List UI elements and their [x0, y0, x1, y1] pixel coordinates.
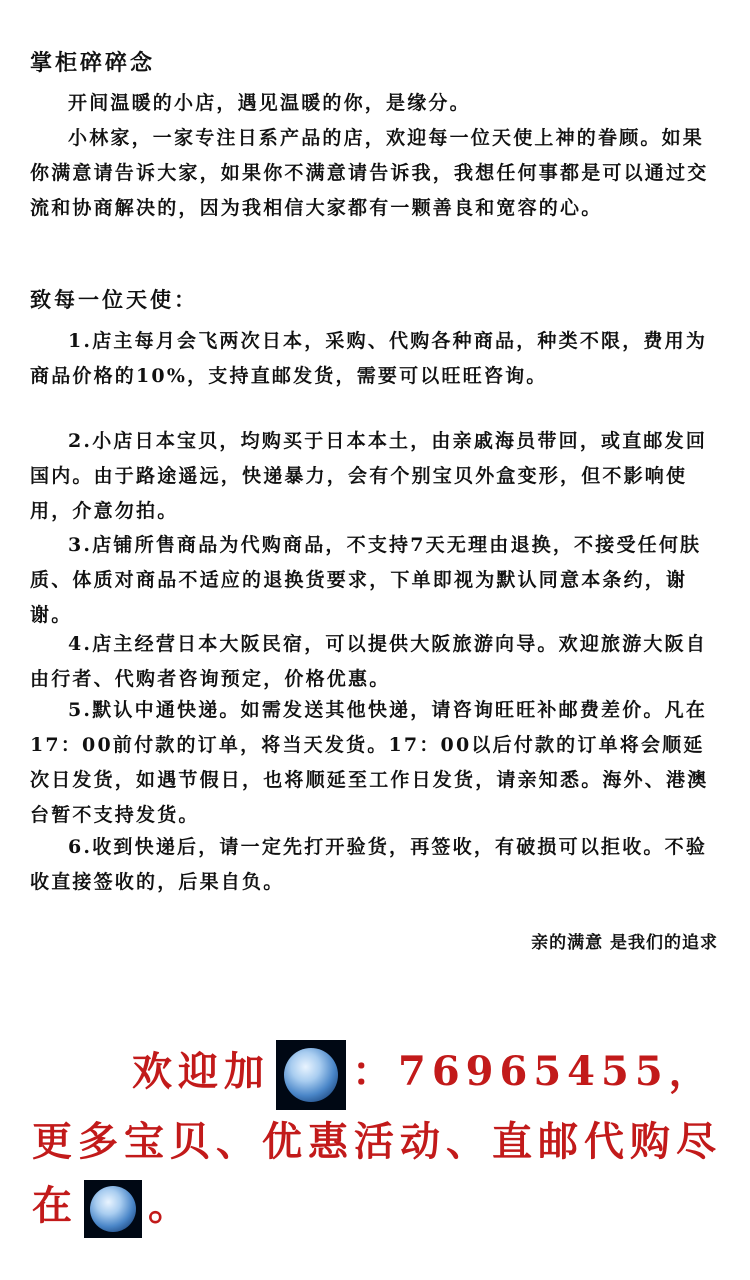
promo-welcome: 欢迎加	[132, 1048, 270, 1095]
earth-icon	[276, 1040, 346, 1110]
angels-heading: 致每一位天使：	[30, 287, 198, 312]
promo-account: ：76965455，更多宝贝、优惠活动、直邮代购尽在	[32, 1048, 722, 1229]
page-title: 掌柜碎碎念	[30, 50, 156, 76]
intro-paragraph: 小林家，一家专注日系产品的店，欢迎每一位天使上神的眷顾。如果你满意请告诉大家，如果你不满意请告诉我，我想任何事都是可以通过交流和协商解决的，因为我相信大家都有一颗善良和宽容的心。	[30, 127, 709, 219]
policy-item-3: 3.店铺所售商品为代购商品，不支持7天无理由退换，不接受任何肤质、体质对商品不适应的退换货要求，下单即视为默认同意本条约，谢谢。	[30, 534, 702, 626]
signature: 亲的满意 是我们的追求	[531, 933, 718, 953]
earth-icon	[84, 1180, 142, 1238]
policy-item-4: 4.店主经营日本大阪民宿，可以提供大阪旅游向导。欢迎旅游大阪自由行者、代购者咨询预定，价格优惠。	[30, 633, 708, 690]
policy-item-2: 2.小店日本宝贝，均购买于日本本土，由亲戚海员带回，或直邮发回国内。由于路途遥远，快递暴力，会有个别宝贝外盒变形，但不影响使用，介意勿拍。	[30, 430, 708, 522]
policy-item-6: 6.收到快递后，请一定先打开验货，再签收，有破损可以拒收。不验收直接签收的，后果自负。	[30, 836, 708, 893]
promo-end: 。	[148, 1182, 194, 1229]
policy-item-1: 1.店主每月会飞两次日本，采购、代购各种商品，种类不限，费用为商品价格的10%，支持直邮发货，需要可以旺旺咨询。	[30, 330, 708, 387]
policy-item-5: 5.默认中通快递。如需发送其他快递，请咨询旺旺补邮费差价。凡在17：00前付款的订单，将当天发货。17：00以后付款的订单将会顺延次日发货，如遇节假日，也将顺延至工作日发货，请亲知悉。海外、港澳台暂不支持发货。	[30, 699, 709, 826]
promo-banner	[32, 1040, 732, 1238]
intro-line: 开间温暖的小店，遇见温暖的你，是缘分。	[68, 92, 471, 114]
